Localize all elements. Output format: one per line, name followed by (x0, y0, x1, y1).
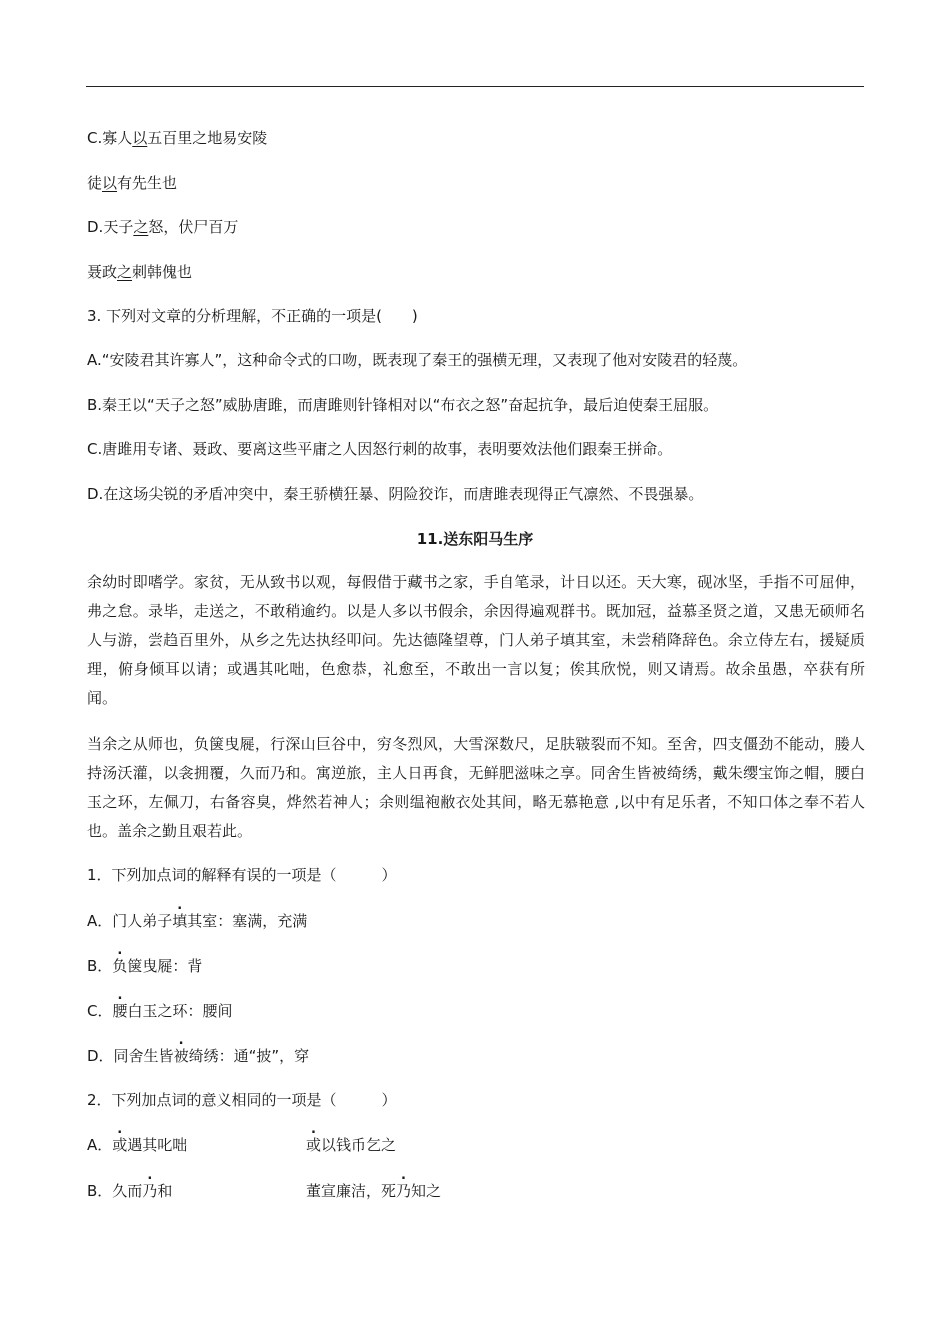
q3-option-c: C.唐雎用专诸、聂政、要离这些平庸之人因怒行刺的故事，表明要效法他们跟秦王拼命。 (87, 440, 673, 458)
q3-option-b: B.秦王以“天子之怒”威胁唐雎，而唐雎则针锋相对以“布衣之怒”奋起抗争，最后迫使秦王屈服。 (87, 396, 719, 414)
q1-option-d: D．同舍生皆被绮绣：通“披”，穿 (87, 1047, 310, 1065)
option-d-line2: 聂政之刺韩傀也 (87, 263, 193, 281)
q1-option-c: C．腰白玉之环：腰间 (87, 1002, 233, 1020)
q2-stem: 2．下列加点词的意义相同的一项是（ ） (87, 1091, 397, 1109)
passage-paragraph-2: 当余之从师也，负箧曳屣，行深山巨谷中，穷冬烈风，大雪深数尺，足肤皲裂而不知。至舍，四支僵劲不能动，媵人持汤沃灌，以衾拥覆，久而乃和。寓逆旅，主人日再食，无鲜肥滋味之享。同舍生皆被绮绣，戴朱缨宝饰之帽，腰白玉之环，左佩刀，右备容臭，烨然若神人；余则缊袍敝衣处其间，略无慕艳意 ,以中有足乐者，不知口体之奉不若人也。盖余之勤且艰若此。 (87, 735, 865, 840)
passage-paragraph-1: 余幼时即嗜学。家贫，无从致书以观，每假借于藏书之家，手自笔录，计日以还。天大寒，砚冰坚，手指不可屈伸，弗之怠。录毕，走送之，不敢稍逾约。以是人多以书假余，余因得遍观群书。既加冠，益慕圣贤之道，又患无硕师名人与游，尝趋百里外，从乡之先达执经叩问。先达德隆望尊，门人弟子填其室，未尝稍降辞色。余立侍左右，援疑质理，俯身倾耳以请；或遇其叱咄，色愈恭，礼愈至，不敢出一言以复；俟其欣悦，则又请焉。故余虽愚，卒获有所闻。 (87, 573, 865, 707)
q3-option-a: A.“安陵君其许寡人”，这种命令式的口吻，既表现了秦王的强横无理，又表现了他对安陵君的轻蔑。 (87, 351, 748, 369)
q1-option-a: A．门人弟子填其室：塞满，充满 (87, 912, 308, 930)
header-rule (86, 86, 864, 87)
q2-option-b-right: 董宣廉洁，死乃知之 (306, 1182, 442, 1200)
q1-option-b: B．负箧曳屣：背 (87, 957, 203, 975)
option-d-line1: D.天子之怒，伏尸百万 (87, 218, 239, 236)
q3-stem: 3. 下列对文章的分析理解，不正确的一项是( ) (87, 307, 418, 325)
q2-option-b-left: B．久而乃和 (87, 1182, 173, 1200)
q1-stem: 1．下列加点词的解释有误的一项是（ ） (87, 866, 397, 884)
section-title: 11.送东阳马生序 (416, 530, 534, 548)
q3-option-d: D.在这场尖锐的矛盾冲突中，秦王骄横狂暴、阴险狡诈，而唐雎表现得正气凛然、不畏强暴。 (87, 485, 704, 503)
option-c-line1: C.寡人以五百里之地易安陵 (87, 129, 268, 147)
q2-option-a-right: 或以钱币乞之 (306, 1136, 397, 1154)
option-c-line2: 徒以有先生也 (87, 174, 178, 192)
q2-option-a-left: A．或遇其叱咄 (87, 1136, 188, 1154)
